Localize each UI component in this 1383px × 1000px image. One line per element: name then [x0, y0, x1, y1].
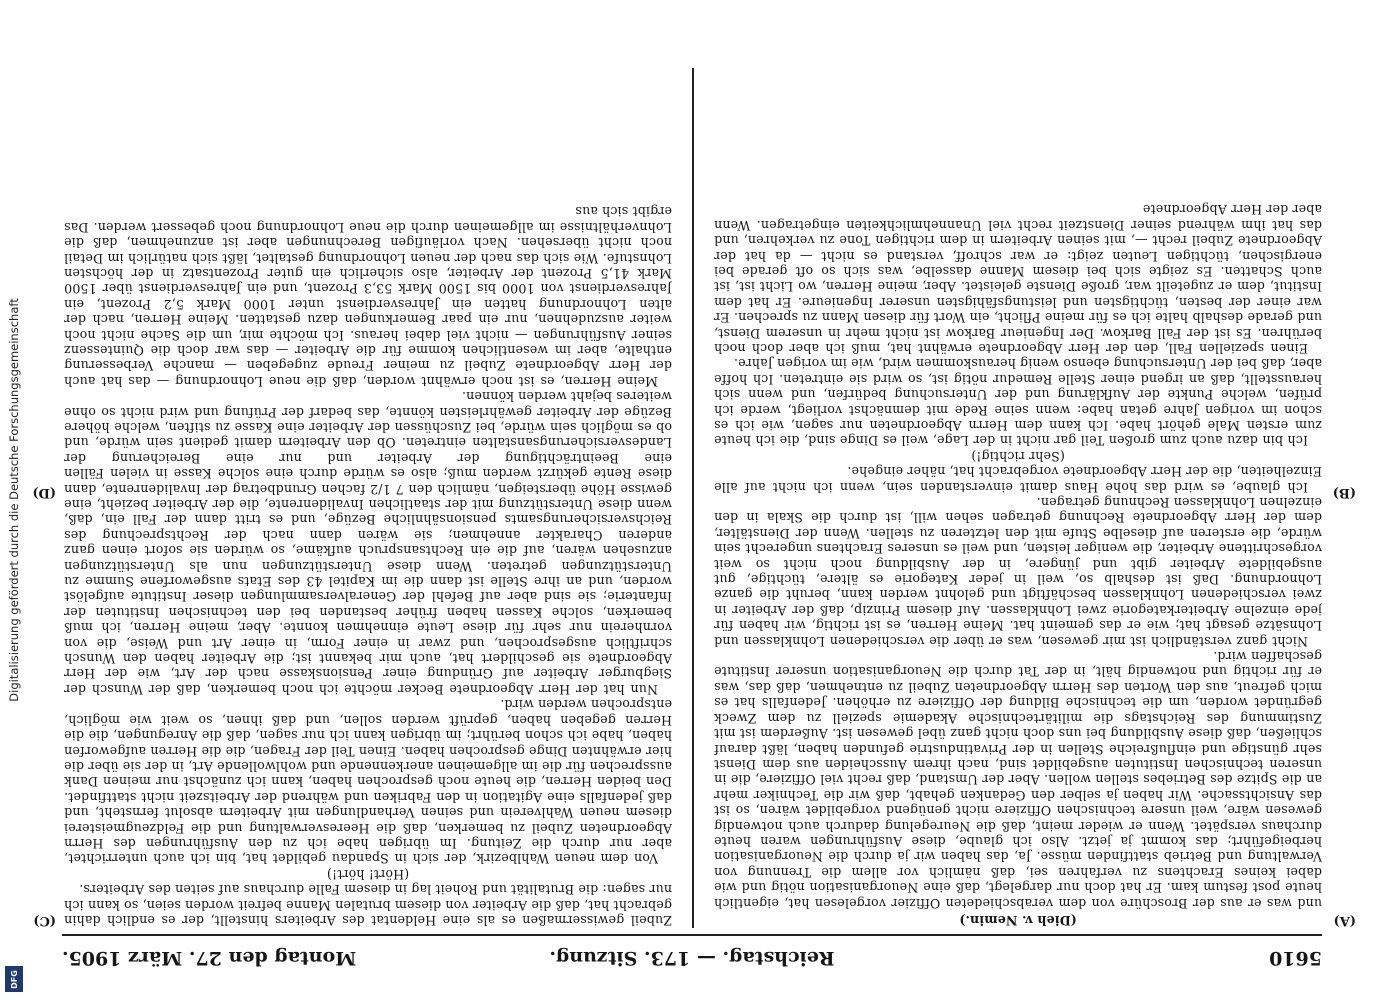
paragraph: Einen speziellen Fall, den der Herr Abgeordnete erwähnt hat, muß ich aber doch noch berühren. Es ist der Fall Barkow. Der Ingenieur Barkow ist nicht mehr in unserem Dienst, und gerade deshalb halte ich es für meine Pflicht, ein Wort für diesen Mann zu sprechen. Er war einer der besten, tüchtigsten und leistungsfähigsten unserer Ingenieure. Er hat dem Institut, dem er zugeteilt war, große Dienste geleistet. Aber, meine Herren, wo Licht ist, ist auch Schatten. Es zeigte sich bei diesem Manne dasselbe, was sich so oft gerade bei energischen, tüchtigen Leuten zeigt: er war schroff, verstand es nicht — da hat der Abgeordnete Zubeil recht —, mit seinen Arbeitern in dem richtigen Tone zu verkehren, und das hat ihm während seiner Dienstzeit recht viel Unannehmlichkeiten eingetragen. Wenn aber der Herr Abgeordnete — [714, 202, 1322, 356]
column-divider — [692, 68, 694, 928]
page-title: Reichstag. — 173. Sitzung. — [549, 947, 835, 969]
page-number: 5610 — [1269, 947, 1322, 969]
digitization-credit — [0, 0, 28, 1000]
paragraph: Zubeil gewissermaßen es als eine Heldentat des Arbeiters hinstellt, der es endlich dahin gebracht hat, daß die Arbeiter von diesem brutalen Manne befreit worden seien, so kann ich nur sagen: die Brutalität und Roheit lag in diesem Falle durchaus auf seiten des Arbeiters. — [64, 882, 672, 928]
paragraph: Ich glaube, es wird das hohe Haus damit einverstanden sein, wenn ich nicht auf alle Einzelheiten, die der Herr Abgeordnete vorgebracht hat, näher eingehe. — [714, 464, 1322, 495]
margin-marker-d: (D) — [32, 485, 56, 500]
dfg-logo-text: DFG — [9, 969, 19, 989]
margin-marker-c: (C) — [33, 913, 56, 928]
page-date: Montag den 27. März 1905. — [62, 947, 357, 969]
speaker-name: (Dieh v. Nemin.) — [959, 913, 1077, 928]
dfg-credit-text: Digitalisierung gefördert durch die Deutsche Forschungsgemeinschaft — [7, 298, 21, 702]
paragraph: Nun hat der Herr Abgeordnete Becker möchte ich noch bemerken, daß der Wunsch der Siegburger Arbeiter auf Gründung einer Pensionskasse nach der Art, wie der Herr Abgeordnete sie geschildert hat, auch mir bekannt ist; die Arbeiter haben den Wunsch schriftlich ausgesprochen, und zwar in einer Form, in einer Art und Weise, die von vornherein nur sehr für diese Leute einnehmen konnte. Aber, meine Herren, ich muß bemerken, solche Kassen haben früher bestanden bei den technischen Instituten der Infanterie; sie sind aber auf Befehl der Generalversammlungen dieser Institute aufgelöst worden, und an ihre Stelle ist dann die im Kapitel 43 des Etats ausgeworfene Summe zu Unterstützungen getreten. Wenn diese Unterstützungen nun als Unterstützungen anzusehen wären, auf die ein Rechtsanspruch aufkäme, so würden sie sofort einen ganz anderen Charakter annehmen; sie wären dann nach der Rechtsprechung des Reichsversicherungsamts pensionsähnliche Bezüge, und es tritt dann der Fall ein, daß, wenn diese Unterstützung mit der staatlichen Invalidenrente, die der Arbeiter bezieht, eine gewisse Höhe übersteigen, nämlich den 7 1/2 fachen Grundbetrag der Invalidenrente, dann diese Rente gekürzt werden muß; also es würde durch eine solche Kasse in vielen Fällen eine Beeinträchtigung der Arbeiter und nur eine Bereicherung der Landesversicherungsanstalten eintreten. Ob den Arbeitern damit gedient sein würde, und ob es möglich sein würde, bei Zuschüssen der Arbeiter eine Kasse zu stiften, welche höhere Bezüge der Arbeiter gewährleisten könnte, das bedarf der Prüfung und wird nicht so ohne weiteres bejaht werden können. — [64, 389, 672, 697]
margin-marker-b: (B) — [1332, 485, 1356, 500]
paragraph: Nicht ganz verständlich ist mir gewesen, was er über die verschiedenen Lohnklassen und Lohnsätze gesagt hat; wie er das gemeint hat. Meine Herren, es ist richtig, wir haben für jede einzelne Arbeiterkategorie zwei Lohnklassen. Auf diesem Prinzip, daß der Arbeiter in zwei verschiedenen Lohnklassen beschäftigt und gelohnt werden kann, beruht die ganze Lohnordnung. Daß ist deshalb so, weil in jeder Kategorie es ältere, tüchtige, gut ausgebildete Arbeiter gibt und jüngere, in der Ausbildung noch nicht so weit vorgeschrittene Arbeiter, die weniger leisten, und weil es unseres Erachtens ungerecht sein würde, die ersteren auf dieselbe Stufe mit den letzteren zu stellen. Wenn der Dienstälter, dem der Herr Abgeordnete Rechnung getragen sehen will, ist durch die Skala in den einzelnen Lohnklassen Rechnung getragen. — [714, 495, 1322, 649]
paragraph: Von dem neuen Wahlbezirk, der sich in Spandau gebildet hat, bin ich auch unterrichtet, aber nur durch die Zeitung. Im übrigen habe ich zu den Ausführungen des Herrn Abgeordneten Zubeil zu bemerken, daß die Heeresverwaltung und die Feldzeugmeisterei diesem neuen Wahlverein und seinen Verhandlungen mit Arbeitern absolut fernsteht, und daß jedenfalls eine Agitation in den Fabriken und während der Arbeitszeit nicht stattfindet. Den beiden Herren, die heute noch gesprochen haben, kann ich zunächst nur meinen Dank aussprechen für die im allgemeinen anerkennende und wohlwollende Art, in der sie über die hier erwähnten Dinge gesprochen haben. Einen Teil der Fragen, die die Herren aufgeworfen haben, habe ich schon berührt; im übrigen kann ich nur sagen, daß die Anregungen, die die Herren gegeben haben, geprüft werden sollen, und daß ihnen, so weit wie möglich, entsprochen werden wird. — [64, 697, 672, 867]
text-column-left — [714, 68, 1322, 928]
header-rule — [62, 934, 1322, 936]
scanned-page — [32, 60, 1356, 980]
paragraph: Ich bin dazu auch zum großen Teil gar nicht in der Lage, weil es Dinge sind, die ich heute zum ersten Male gehört habe. Ich kann dem Herrn Abgeordneten nur sagen, wie ich es schon im vorigen Jahre getan habe: wenn seine Rede mit demnächst vorliegt, werde ich prüfen, welche Punkte der Aufklärung und der Untersuchung bedürfen, und wenn sich herausstellt, daß an irgend einer Stelle Remedur nötig ist, so wird sie eintreten. Ich hoffe aber, daß bei der Untersuchung ebenso wenig herauskommen wird, wie im vorigen Jahre. — [714, 356, 1322, 449]
text-column-right — [64, 68, 672, 928]
interjection: (Hört! hört!) — [326, 866, 410, 882]
paragraph: Meine Herren, es ist noch erwähnt worden, daß die neue Lohnordnung — das hat auch der Herr Abgeordnete Zubeil zu meiner Freude zugegeben — manche Verbesserung enthalte, aber im wesentlichen komme für die Arbeiter — das war doch die Quintessenz seiner Ausführungen — nicht viel dabei heraus. Ich möchte mir, um die Sache nicht noch weiter auszudehnen, nur ein paar Bemerkungen dazu gestatten. Meine Herren, nach der alten Lohnordnung hatten ein Jahresverdienst unter 1000 Mark 5,2 Prozent, ein Jahresverdienst von 1000 bis 1500 Mark 53,3 Prozent, und ein Jahresverdienst über 1500 Mark 41,5 Prozent der Arbeiter, also sicherlich ein guter Prozentsatz in der höchsten Lohnstufe. Wie sich das nach der neuen Lohnordnung gestaltet, läßt sich natürlich im Detail noch nicht übersehen. Nach vorläufigen Berechnungen aber ist anzunehmen, daß die Lohnverhältnisse im allgemeinen durch die neue Lohnordnung noch gebessert werden. Das ergibt sich aus — [64, 204, 672, 389]
interjection: (Sehr richtig!) — [971, 448, 1065, 464]
margin-marker-a: (A) — [1333, 913, 1356, 928]
paragraph: und was er aus der Broschüre von dem verabschiedeten Offizier vorgelesen hat, eigentlich heute post festum kam. Er hat doch nur dargelegt, daß eine Neuorganisation nötig und wie dabei keines Erachtens zu verfahren sei, daß nämlich vor allem die Trennung von Verwaltung und Betrieb stattfinden müsse. Ja, das haben wir ja durch die Neuorganisation herbeigeführt; das kommt ja jetzt. Also ich glaube, diese Ausführungen waren heute durchaus verspätet. Wenn er wieder meint, daß die Neuregelung dadurch auch notwendig gewesen wäre, weil unsere technischen Offiziere nicht genügend vorgebildet wären, so ist das Ansichtssache. Wir haben ja selber den Gedanken gehabt, daß wir die Techniker mehr an die Spitze des Betriebes stellen wollen. Aber der Umstand, daß recht viel Offiziere, die in unseren technischen Instituten ausgebildet sind, nach ihrem Ausscheiden aus dem Dienst sehr günstige und einflußreiche Stellen in der Privatindustrie gefunden haben, läßt darauf schließen, daß diese Ausbildung bei uns doch nicht ganz übel gewesen ist. Außerdem ist mit Zustimmung des Reichstags die militärtechnische Akademie speziell zu dem Zweck gegründet worden, um die technische Bildung der Offiziere zu erhöhen. Jedenfalls hat es mich gefreut, aus den Worten des Herrn Abgeordneten Zubeil zu entnehmen, daß das, was er für richtig und notwendig hält, in der Tat durch die Neuorganisation unserer Institute geschaffen wird. — [714, 649, 1322, 911]
page-header — [62, 936, 1322, 980]
dfg-logo — [5, 966, 23, 992]
